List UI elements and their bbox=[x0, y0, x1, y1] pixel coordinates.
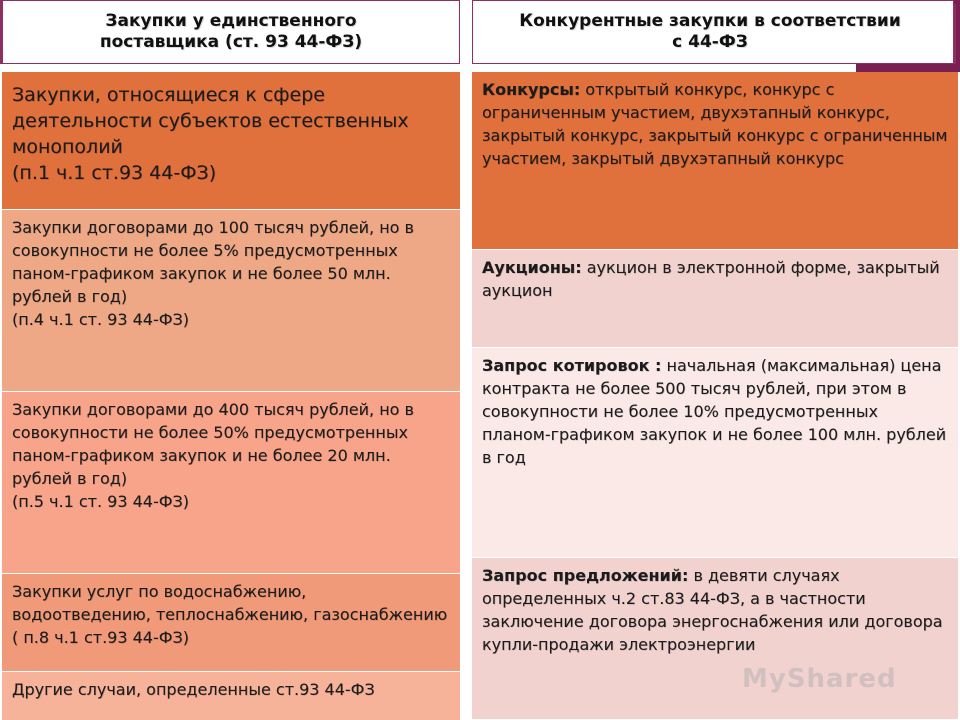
left-item-text: Другие случаи, определенные ст.93 44-ФЗ bbox=[12, 680, 375, 699]
left-item-other-cases bbox=[2, 672, 460, 720]
right-item-label: Запрос предложений: bbox=[482, 566, 689, 585]
left-item-ref: (п.4 ч.1 ст. 93 44-ФЗ) bbox=[12, 310, 189, 329]
left-item-ref: (п.1 ч.1 ст.93 44-ФЗ) bbox=[12, 162, 217, 184]
left-title-line1: Закупки у единственного bbox=[105, 11, 357, 31]
right-item-text: аукцион в электронной форме, закрытый аукцион bbox=[482, 258, 940, 300]
right-item-proposals bbox=[472, 558, 958, 720]
right-item-text: начальная (максимальная) цена контракта не более 500 тысяч рублей, при этом в совокупности не более 10% предусмотренных планом-графиком закупок и не более 100 млн. рублей в год bbox=[482, 356, 947, 467]
right-item-text: открытый конкурс, конкурс с ограниченным участием, двухэтапный конкурс, закрытый конкурс, закрытый конкурс с ограниченным участием, закрытый двухэтапный конкурс bbox=[482, 80, 948, 168]
right-item-quotations bbox=[472, 348, 958, 558]
right-item-auctions bbox=[472, 250, 958, 348]
right-title-line2: с 44-ФЗ bbox=[672, 32, 748, 52]
right-item-label: Аукционы: bbox=[482, 258, 582, 277]
right-item-tenders bbox=[472, 72, 958, 250]
right-column-title bbox=[472, 0, 954, 64]
right-item-label: Запрос котировок : bbox=[482, 356, 662, 375]
left-title-line2: поставщика (ст. 93 44-ФЗ) bbox=[99, 32, 363, 52]
right-title-line1: Конкурентные закупки в соответствии bbox=[519, 11, 901, 31]
right-item-text: в девяти случаях определенных ч.2 ст.83 44-ФЗ, а в частности заключение договора энергоснабжения или договора купли-продажи электроэнергии bbox=[482, 566, 943, 654]
left-item-ref: (п.5 ч.1 ст. 93 44-ФЗ) bbox=[12, 492, 189, 511]
left-item-text: Закупки договорами до 400 тысяч рублей, но в совокупности не более 50% предусмотренных паном-графиком закупок и не более 20 млн. рублей в год) bbox=[12, 400, 414, 488]
left-column-title bbox=[2, 0, 460, 64]
left-item-text: Закупки услуг по водоснабжению, водоотведению, теплоснабжению, газоснабжению ( п.8 ч.1 ст.93 44-ФЗ) bbox=[12, 582, 448, 647]
left-item-utilities bbox=[2, 574, 460, 672]
left-column bbox=[2, 72, 460, 720]
right-item-label: Конкурсы: bbox=[482, 80, 581, 99]
left-item-100k bbox=[2, 210, 460, 392]
left-item-natural-monopolies bbox=[2, 72, 460, 210]
left-item-400k bbox=[2, 392, 460, 574]
left-item-text: Закупки договорами до 100 тысяч рублей, но в совокупности не более 5% предусмотренных паном-графиком закупок и не более 50 млн. рублей в год) bbox=[12, 218, 414, 306]
right-column bbox=[472, 72, 958, 720]
left-item-text: Закупки, относящиеся к сфере деятельности субъектов естественных монополий bbox=[12, 84, 409, 158]
watermark: MyShared bbox=[742, 664, 897, 694]
